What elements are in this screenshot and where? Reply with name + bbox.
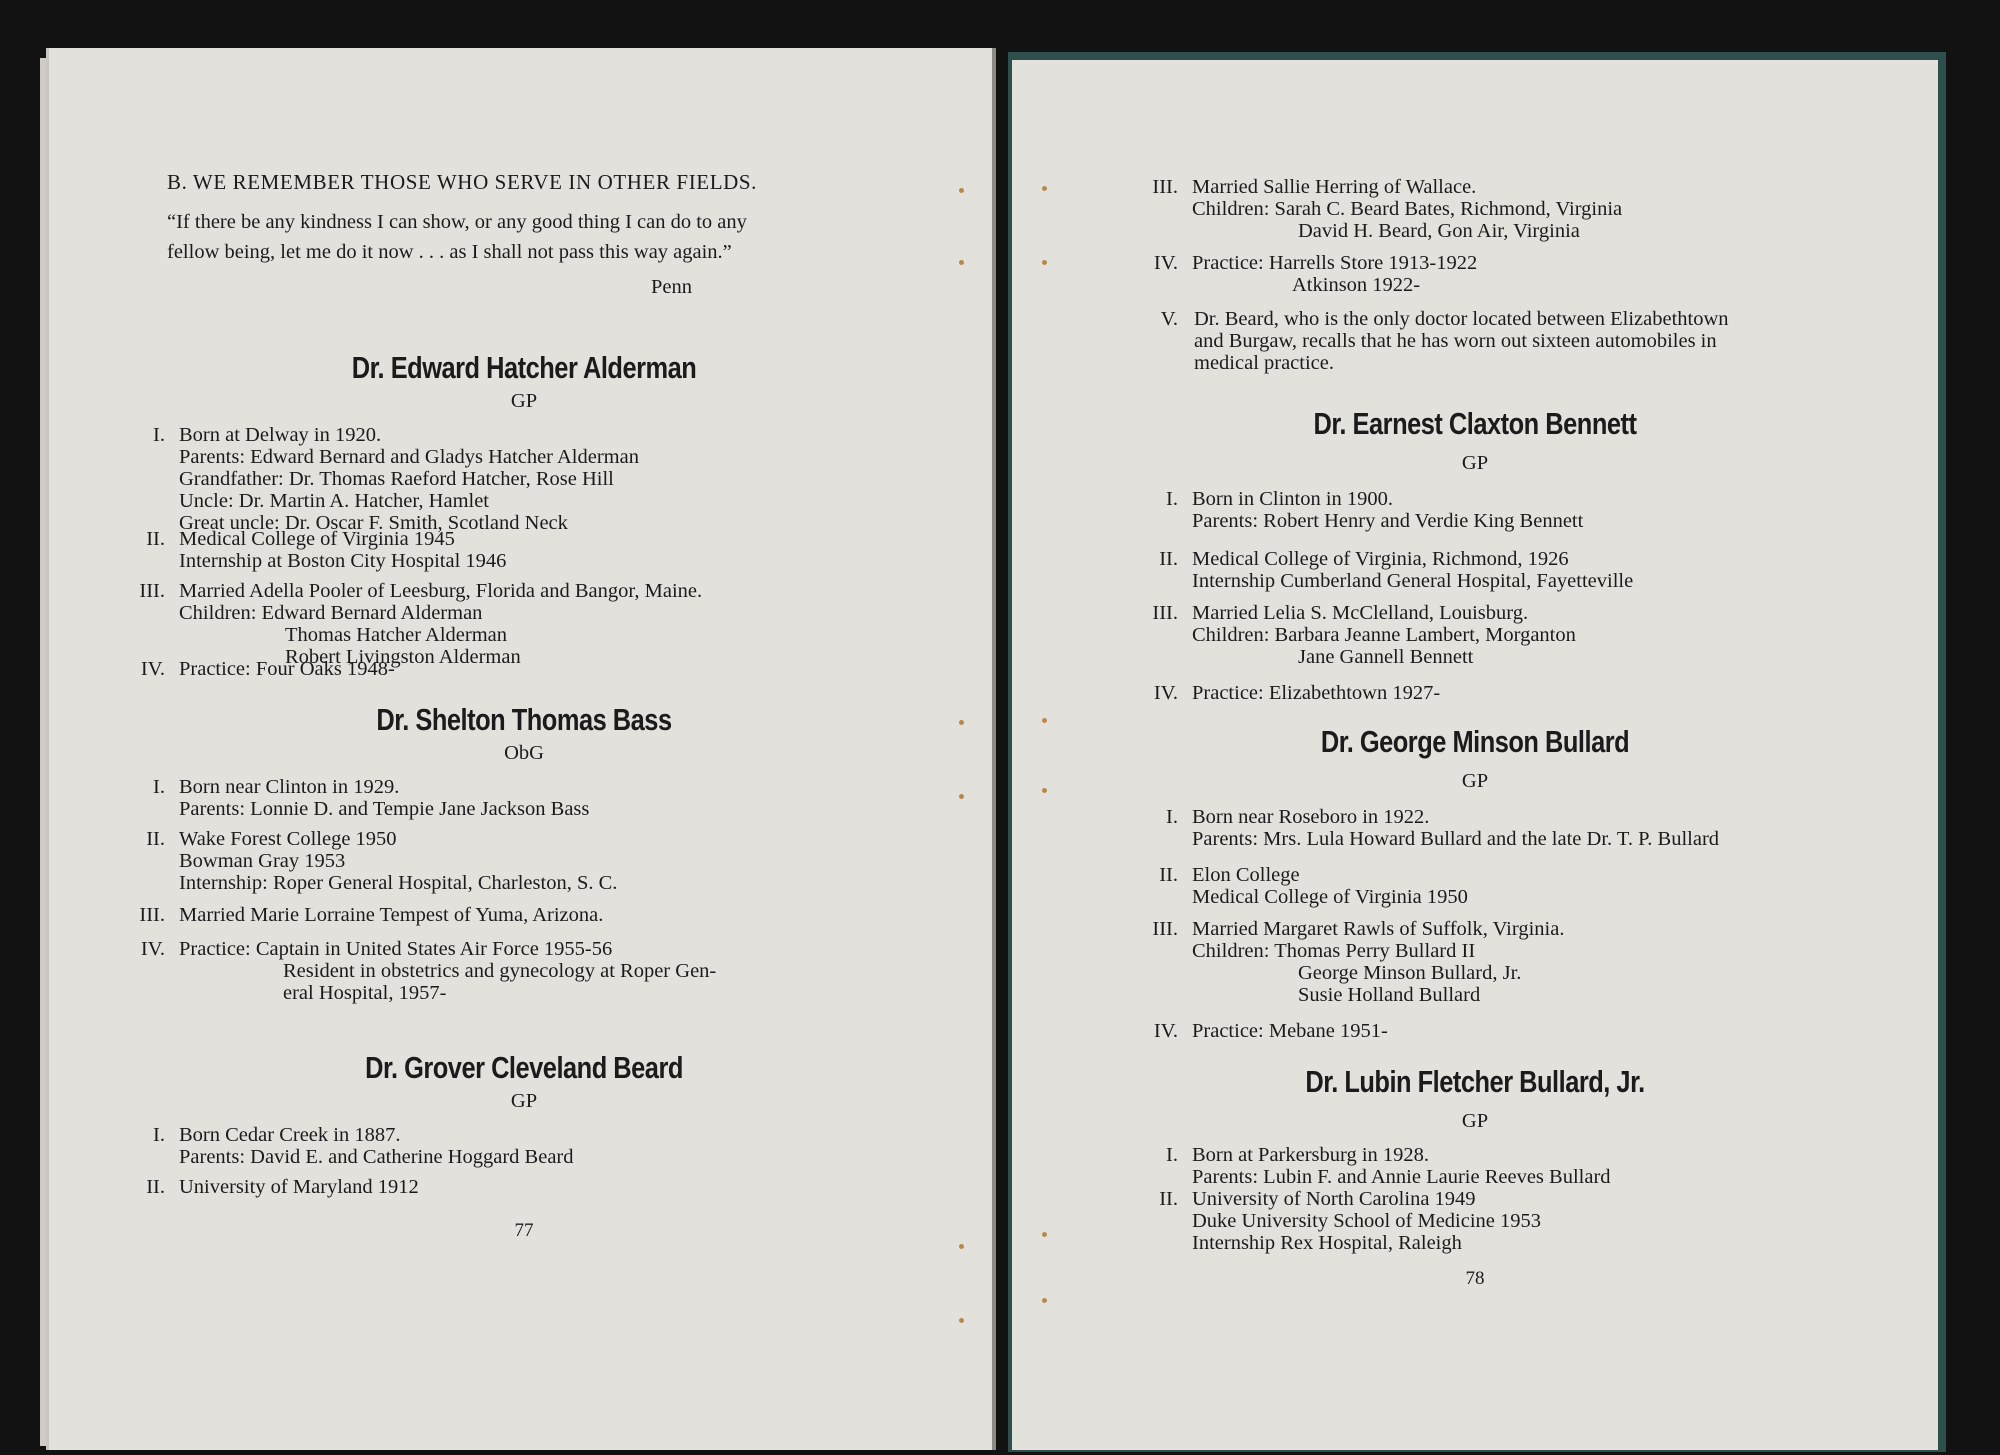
doctor-name: Dr. Shelton Thomas Bass: [376, 702, 672, 737]
entry-text: Born near Roseboro in 1922. Parents: Mrs. Lula Howard Bullard and the late Dr. T. P. Bullard: [1192, 806, 1720, 850]
right-page: [1012, 60, 1938, 1450]
entry-number: III.: [139, 580, 165, 602]
entry-text: Married Lelia S. McClelland, Louisburg. Children: Barbara Jeanne Lambert, Morganton Jane Gannell Bennett: [1192, 602, 1576, 668]
entry-number: IV.: [140, 938, 165, 960]
entry-text: Practice: Captain in United States Air Force 1955-56 Resident in obstetrics and gynecology at Roper Gen- eral Hospital, 1957-: [179, 938, 717, 1004]
entry-text: University of Maryland 1912: [179, 1176, 419, 1198]
entry-text: Married Margaret Rawls of Suffolk, Virginia. Children: Thomas Perry Bullard II George Minson Bullard, Jr. Susie Holland Bullard: [1192, 918, 1565, 1006]
binding-hole: [1042, 718, 1047, 723]
binding-hole: [959, 794, 964, 799]
entry-number: I.: [1166, 806, 1178, 828]
entry-number: II.: [1159, 548, 1178, 570]
binding-hole: [959, 720, 964, 725]
binding-hole: [959, 188, 964, 193]
entry-number: I.: [153, 1124, 165, 1146]
entry-text: Born near Clinton in 1929. Parents: Lonnie D. and Tempie Jane Jackson Bass: [179, 776, 590, 820]
entry-number: III.: [139, 904, 165, 926]
entry-text: Practice: Four Oaks 1948-: [179, 658, 395, 680]
specialty: ObG: [504, 742, 544, 764]
specialty: GP: [510, 390, 538, 412]
entry-text: Born at Delway in 1920. Parents: Edward Bernard and Gladys Hatcher Alderman Grandfather: Dr. Thomas Raeford Hatcher, Rose Hill Uncle: Dr. Martin A. Hatcher, Hamlet Great uncle: Dr. Oscar F. Smith, Scotland Neck: [179, 424, 639, 534]
page-number: 77: [514, 1220, 534, 1241]
entry-text: Practice: Elizabethtown 1927-: [1192, 682, 1441, 704]
entry-text: Born at Parkersburg in 1928. Parents: Lubin F. and Annie Laurie Reeves Bullard: [1192, 1144, 1611, 1188]
entry-text: Born in Clinton in 1900. Parents: Robert Henry and Verdie King Bennett: [1192, 488, 1584, 532]
entry-text: University of North Carolina 1949 Duke University School of Medicine 1953 Internship Rex Hospital, Raleigh: [1192, 1188, 1542, 1254]
quote-attribution: Penn: [651, 276, 692, 298]
entry-number: IV.: [140, 658, 165, 680]
entry-number: II.: [146, 1176, 165, 1198]
entry-number: I.: [153, 424, 165, 446]
entry-number: III.: [1152, 602, 1178, 624]
doctor-name: Dr. Earnest Claxton Bennett: [1313, 406, 1637, 441]
entry-number: IV.: [1153, 682, 1178, 704]
entry-number: I.: [153, 776, 165, 798]
binding-hole: [959, 1244, 964, 1249]
entry-number: IV.: [1153, 1020, 1178, 1042]
specialty: GP: [510, 1090, 538, 1112]
specialty: GP: [1461, 1110, 1489, 1132]
entry-text: Dr. Beard, who is the only doctor located between Elizabethtown and Burgaw, recalls that he has worn out sixteen automobiles in medical practice.: [1194, 308, 1729, 374]
doctor-name: Dr. Grover Cleveland Beard: [365, 1050, 683, 1085]
entry-text: Married Marie Lorraine Tempest of Yuma, Arizona.: [179, 904, 604, 926]
quote-line: fellow being, let me do it now . . . as I shall not pass this way again.”: [167, 241, 732, 263]
entry-text: Medical College of Virginia, Richmond, 1926 Internship Cumberland General Hospital, Fayetteville: [1192, 548, 1634, 592]
entry-number: III.: [1152, 176, 1178, 198]
entry-text: Medical College of Virginia 1945 Internship at Boston City Hospital 1946: [179, 528, 507, 572]
doctor-name: Dr. George Minson Bullard: [1320, 724, 1630, 759]
section-heading: B. WE REMEMBER THOSE WHO SERVE IN OTHER FIELDS.: [167, 170, 758, 194]
entry-text: Married Adella Pooler of Leesburg, Florida and Bangor, Maine. Children: Edward Bernard Alderman Thomas Hatcher Alderman Robert Livingston Alderman: [179, 580, 703, 668]
entry-number: II.: [1159, 1188, 1178, 1210]
page-number: 78: [1465, 1268, 1485, 1289]
entry-text: Wake Forest College 1950 Bowman Gray 1953 Internship: Roper General Hospital, Charleston, S. C.: [179, 828, 618, 894]
binding-hole: [959, 1318, 964, 1323]
quote-line: “If there be any kindness I can show, or any good thing I can do to any: [167, 211, 747, 233]
left-page: [46, 48, 996, 1450]
entry-number: V.: [1160, 308, 1178, 330]
entry-number: II.: [146, 528, 165, 550]
doctor-name: Dr. Edward Hatcher Alderman: [351, 350, 697, 385]
entry-text: Practice: Harrells Store 1913-1922 Atkinson 1922-: [1192, 252, 1478, 296]
binding-hole: [1042, 1298, 1047, 1303]
binding-hole: [1042, 1232, 1047, 1237]
entry-number: II.: [146, 828, 165, 850]
binding-hole: [959, 260, 964, 265]
doctor-name: Dr. Lubin Fletcher Bullard, Jr.: [1305, 1064, 1645, 1099]
entry-number: I.: [1166, 1144, 1178, 1166]
entry-text: Practice: Mebane 1951-: [1192, 1020, 1388, 1042]
specialty: GP: [1461, 452, 1489, 474]
binding-hole: [1042, 186, 1047, 191]
specialty: GP: [1461, 770, 1489, 792]
entry-text: Born Cedar Creek in 1887. Parents: David E. and Catherine Hoggard Beard: [179, 1124, 574, 1168]
binding-hole: [1042, 260, 1047, 265]
entry-number: I.: [1166, 488, 1178, 510]
binding-hole: [1042, 788, 1047, 793]
entry-number: IV.: [1153, 252, 1178, 274]
entry-number: III.: [1152, 918, 1178, 940]
entry-text: Elon College Medical College of Virginia 1950: [1192, 864, 1468, 908]
entry-number: II.: [1159, 864, 1178, 886]
entry-text: Married Sallie Herring of Wallace. Children: Sarah C. Beard Bates, Richmond, Virginia David H. Beard, Gon Air, Virginia: [1192, 176, 1623, 242]
